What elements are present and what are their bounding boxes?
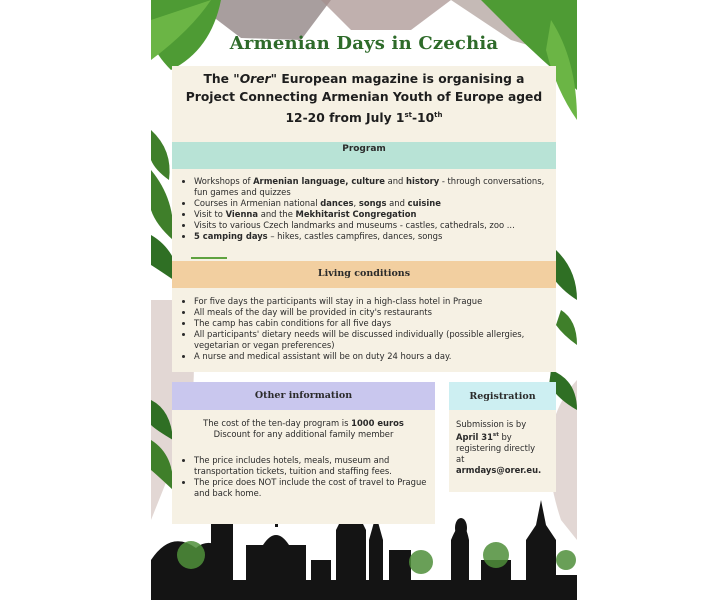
list-item: • All meals of the day will be provided in city's restaurants xyxy=(194,307,549,318)
living-list xyxy=(181,296,549,362)
list-item: • The camp has cabin conditions for all five days xyxy=(194,318,549,329)
list-item: • Workshops of Armenian language, culture and history - through conversations, fun games and quizzes xyxy=(194,176,549,198)
program-heading: Program xyxy=(342,144,386,154)
list-item: • Courses in Armenian national dances, songs and cuisine xyxy=(194,198,549,209)
living-heading: Living conditions xyxy=(317,268,411,279)
program-list xyxy=(181,176,549,242)
poster xyxy=(151,0,577,600)
list-item: • For five days the participants will stay in a high-class hotel in Prague xyxy=(194,296,549,307)
other-info-cost: The cost of the ten-day program is 1000 euros Discount for any additional family member xyxy=(203,418,404,439)
registration-heading: Registration xyxy=(469,391,536,402)
list-item: • A nurse and medical assistant will be on duty 24 hours a day. xyxy=(194,351,549,362)
list-item: • Visits to various Czech landmarks and museums - castles, cathedrals, zoo ... xyxy=(194,220,549,231)
other-info-list xyxy=(181,455,429,499)
subtitle: The "Orer" European magazine is organising a Project Connecting Armenian Youth of Europe aged 12-20 from July 1st-10th xyxy=(185,72,543,126)
list-item: • Visit to Vienna and the Mekhitarist Congregation xyxy=(194,209,549,220)
divider xyxy=(191,257,227,259)
list-item: • All participants' dietary needs will be discussed individually (possible allergies, vegetarian or vegan preferences) xyxy=(194,329,549,351)
page-title: Armenian Days in Czechia xyxy=(229,33,499,54)
list-item: • The price does NOT include the cost of travel to Prague and back home. xyxy=(194,477,429,499)
list-item: • 5 camping days – hikes, castles campfires, dances, songs xyxy=(194,231,549,242)
other-info-heading: Other information xyxy=(254,390,353,401)
registration-email[interactable]: armdays@orer.eu. xyxy=(456,464,542,475)
list-item: • The price includes hotels, meals, museum and transportation tickets, tuition and staffing fees. xyxy=(194,455,429,477)
registration-text: Submission is by April 31st by registering directly at armdays@orer.eu. xyxy=(456,419,542,475)
